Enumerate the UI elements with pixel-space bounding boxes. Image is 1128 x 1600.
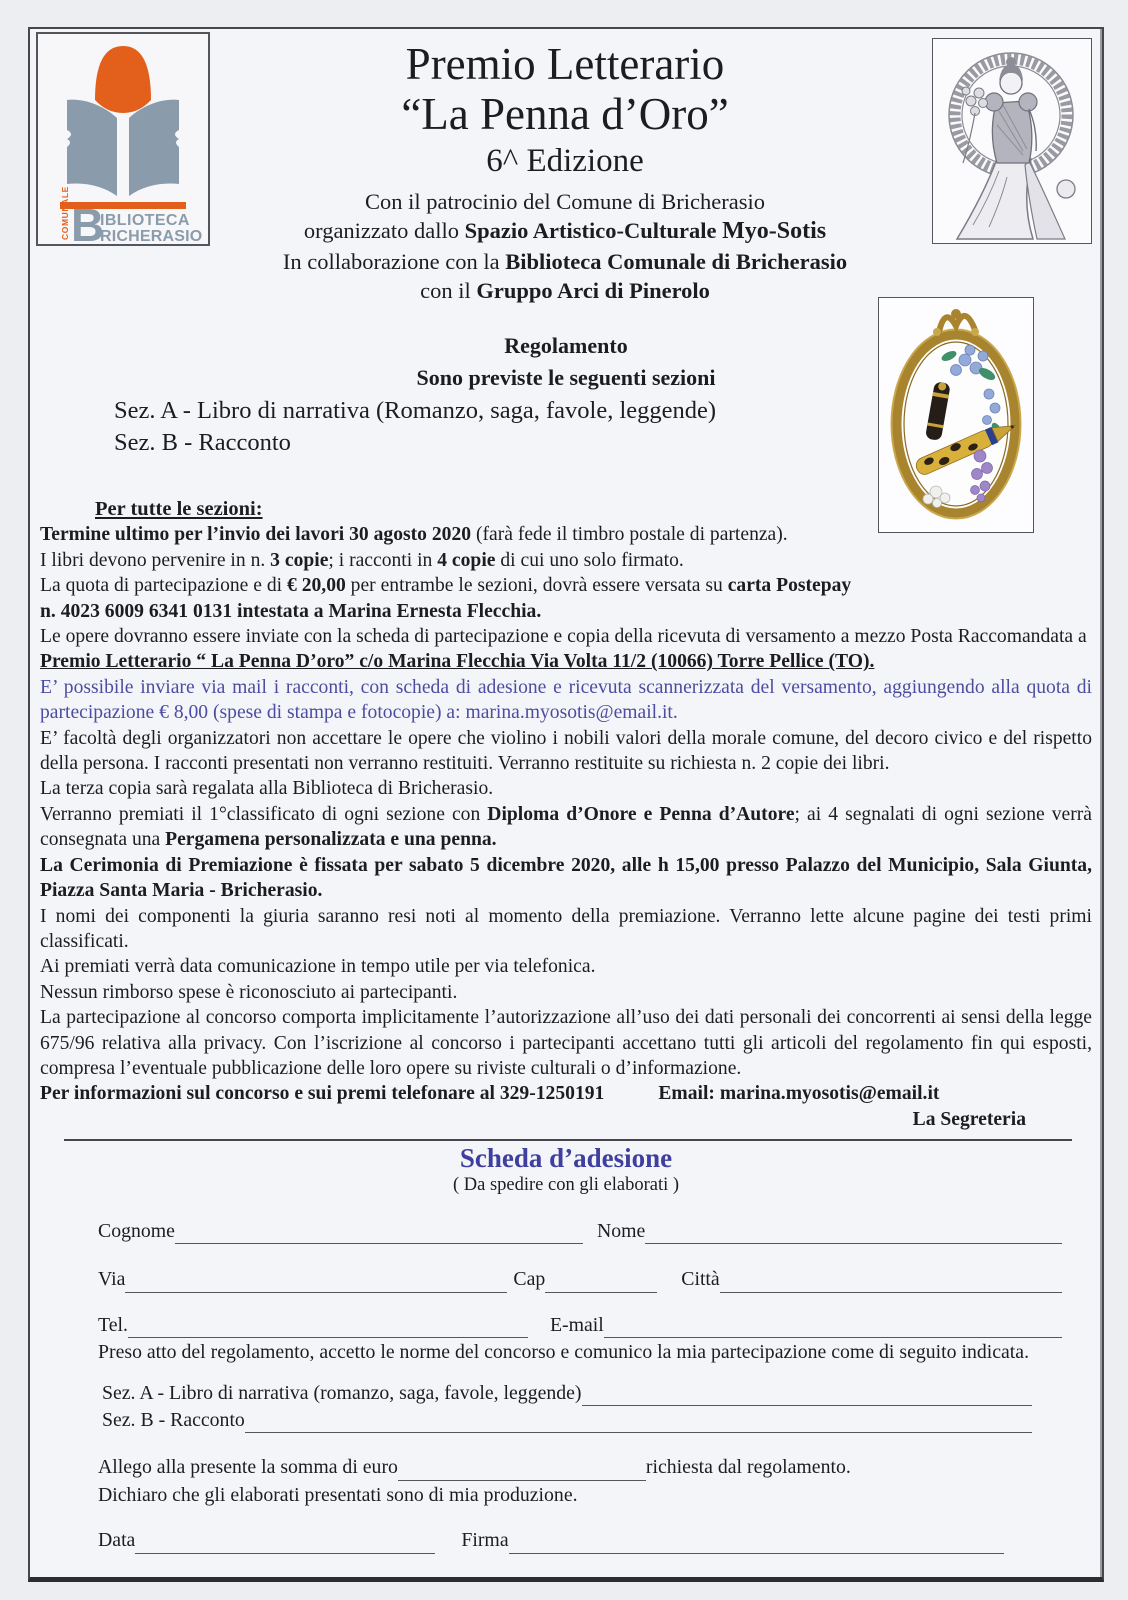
patrocinio-line: Con il patrocinio del Comune di Bricherasio — [365, 188, 765, 214]
organizzato-myosotis: Myo-Sotis — [722, 218, 827, 245]
data-label: Data — [98, 1529, 136, 1552]
collaborazione-pre: In collaborazione con la — [282, 249, 506, 275]
section-a-line: Sez. A - Libro di narrativa (Romanzo, saga, favole, leggende) — [114, 397, 717, 424]
rule-privacy: La partecipazione al concorso comporta implicitamente l’autorizzazione all’uso dei dati personali dei concorrenti ai sensi della legge 675/96 relativa alla privacy. Con l’iscrizione al concorso i partecipanti accettano tutti gli articoli del regolamento fin qui esposti, compresa l’eventuale pubblicazione delle loro opere su riviste culturali o d’informazione. — [40, 1007, 1092, 1079]
copies-b: 3 copie — [270, 549, 329, 571]
email-label: E-mail — [549, 1313, 604, 1336]
rule-morals: E’ facoltà degli organizzatori non accettare le opere che violino i nobili valori della morale comune, del decoro civico e del rispetto della persona. I racconti presentati non verranno restituiti. Verranno restituite su richiesta n. 2 copie dei libri. — [40, 727, 1092, 775]
gruppo-line — [220, 276, 910, 305]
tel-label: Tel. — [98, 1313, 128, 1336]
logo-word1: IBLIOTECA — [100, 212, 190, 229]
prizes-c: ; ai 4 segnalati di ogni sezione verrà consegnata una — [40, 803, 1093, 851]
rule-jury: I nomi dei componenti la giuria saranno resi noti al momento della premiazione. Verranno lette alcune pagine dei testi primi classificati. — [40, 905, 1092, 952]
flyer-header — [220, 39, 910, 306]
acknowledgement-line: Preso atto del regolamento, accetto le norme del concorso e comunico la mia partecipazione come di seguito indicata. — [98, 1341, 1030, 1364]
firma-label: Firma — [461, 1529, 509, 1552]
somma-label: Allego alla presente la somma di euro — [98, 1456, 398, 1479]
declaration-line: Dichiaro che gli elaborati presentati sono di mia produzione. — [98, 1483, 578, 1506]
rule-third-copy: La terza copia sarà regalata alla Biblioteca di Bricherasio. — [40, 778, 494, 800]
edition-line: 6^ Edizione — [486, 142, 644, 179]
fee-b: € 20,00 — [287, 575, 346, 597]
data-line — [135, 1530, 435, 1554]
page-title-quote: “La Penna d’Oro” — [401, 89, 729, 140]
logo-word2: RICHERASIO — [100, 228, 203, 244]
regolamento-body — [40, 497, 1092, 1554]
deadline-rest: (farà fede il timbro postale di partenza). — [471, 524, 788, 546]
via-line — [125, 1269, 507, 1293]
logo-big-b: B — [71, 199, 105, 244]
row-data-firma — [98, 1528, 1004, 1553]
tel-line — [128, 1314, 528, 1338]
form-sez-b-line — [245, 1410, 1032, 1434]
row-form-sez-b — [102, 1408, 1032, 1433]
art-nouveau-woman-illustration — [932, 38, 1092, 244]
info-phone: Per informazioni sul concorso e sui premi telefonare al 329-1250191 — [40, 1083, 605, 1105]
regolamento-subheading: Sono previste le seguenti sezioni — [416, 364, 716, 390]
form-sez-a-label: Sez. A - Libro di narrativa (romanzo, saga, favole, leggende) — [102, 1381, 582, 1404]
signature-la-segreteria: La Segreteria — [912, 1108, 1026, 1130]
copies-e: di cui uno solo firmato. — [495, 549, 684, 571]
copies-d: 4 copie — [437, 549, 496, 571]
rules-heading: Per tutte le sezioni: — [95, 498, 263, 520]
info-email: Email: marina.myosotis@email.it — [658, 1083, 940, 1105]
ceremony-bold: La Cerimonia di Premiazione è fissata per sabato 5 dicembre 2020, alle h 15,00 presso Palazzo del Municipio, Sala Giunta, Piazza Santa Maria - Bricherasio. — [40, 854, 1092, 902]
cognome-label: Cognome — [98, 1219, 175, 1242]
rule-ceremony — [40, 853, 1092, 904]
collaborazione-bold: Biblioteca Comunale di Bricherasio — [505, 249, 848, 275]
fee-a: La quota di partecipazione e di — [40, 575, 287, 597]
firma-line — [509, 1530, 1004, 1554]
open-book-reader-icon — [38, 34, 208, 244]
form-heading: Scheda d’adesione — [459, 1143, 673, 1174]
row-form-sez-a — [102, 1381, 1032, 1406]
somma-line — [398, 1457, 646, 1481]
gruppo-bold: Gruppo Arci di Pinerolo — [476, 278, 710, 304]
page-title: Premio Letterario — [405, 39, 725, 89]
citta-label: Città — [681, 1268, 720, 1291]
rule-shipping: Le opere dovranno essere inviate con la scheda di partecipazione e copia della ricevuta di versamento a mezzo Posta Raccomandata a — [40, 626, 1087, 648]
mail-address: Premio Letterario “ La Penna D’oro” c/o Marina Flecchia Via Volta 11/2 (10066) Torre Pellice (TO). — [40, 651, 875, 673]
nome-label: Nome — [596, 1219, 646, 1242]
sections-list — [114, 395, 716, 460]
rule-email-option: E’ possibile inviare via mail i racconti, con scheda di adesione e ricevuta scannerizzata del versamento, aggiungendo alla quota di partecipazione € 8,00 (spese di stampa e fotocopie) a: marina.myosotis@email.it. — [40, 676, 1092, 724]
rule-info — [40, 1081, 1092, 1106]
rule-copies — [40, 548, 1092, 573]
copies-c: ; i racconti in — [328, 549, 438, 571]
gruppo-pre: con il — [420, 278, 477, 304]
postepay-number: n. 4023 6009 6341 0131 intestata a Marina Ernesta Flecchia. — [40, 600, 542, 622]
row-cognome-nome — [98, 1219, 1062, 1244]
regolamento-heading: Regolamento — [504, 333, 628, 358]
prizes-a: Verranno premiati il 1°classificato di ogni sezione con — [40, 803, 488, 825]
form-subheading: ( Da spedire con gli elaborati ) — [452, 1174, 680, 1195]
row-via-cap-citta — [98, 1267, 1062, 1292]
cap-line — [545, 1269, 657, 1293]
cap-label: Cap — [513, 1268, 546, 1291]
header-sublines — [220, 187, 910, 306]
organizzato-pre: organizzato dallo — [303, 218, 465, 244]
copies-a: I libri devono pervenire in n. — [40, 549, 271, 571]
rule-fee — [40, 573, 1092, 598]
entry-form — [40, 1143, 1092, 1553]
rule-postepay-number — [40, 599, 1092, 624]
section-b-line: Sez. B - Racconto — [114, 429, 291, 457]
form-sez-b-label: Sez. B - Racconto — [102, 1409, 245, 1431]
rule-prizes — [40, 802, 1092, 853]
somma-post-label: richiesta dal regolamento. — [645, 1456, 851, 1479]
logo-vertical-text: COMUNALE — [60, 186, 70, 240]
woman-line-art — [933, 39, 1091, 243]
deadline-bold: Termine ultimo per l’invio dei lavori 30 agosto 2020 — [40, 524, 472, 546]
rule-notification: Ai premiati verrà data comunicazione in tempo utile per via telefonica. — [40, 956, 596, 978]
section-divider-line — [64, 1139, 1072, 1141]
form-sez-a-line — [582, 1382, 1032, 1406]
rule-address — [40, 649, 1092, 674]
organizzato-bold: Spazio Artistico-Culturale — [464, 218, 723, 244]
row-tel-email — [98, 1313, 1062, 1338]
cognome-line — [175, 1221, 583, 1245]
nome-line — [645, 1221, 1062, 1245]
prizes-b: Diploma d’Onore e Penna d’Autore — [487, 803, 795, 825]
collaborazione-line — [220, 247, 910, 276]
biblioteca-bricherasio-logo — [36, 32, 210, 246]
rule-deadline — [40, 522, 1092, 547]
organizzato-line — [220, 216, 910, 247]
fee-c: per entrambe le sezioni, dovrà essere versata su — [345, 575, 728, 597]
rule-no-refund: Nessun rimborso spese è riconosciuto ai partecipanti. — [40, 981, 458, 1003]
row-somma — [98, 1455, 1062, 1480]
prizes-d: Pergamena personalizzata e una penna. — [165, 829, 497, 851]
fee-d: carta Postepay — [727, 575, 852, 597]
document-page — [28, 27, 1104, 1582]
via-label: Via — [98, 1268, 126, 1291]
citta-line — [720, 1269, 1062, 1293]
email-line — [604, 1314, 1062, 1338]
